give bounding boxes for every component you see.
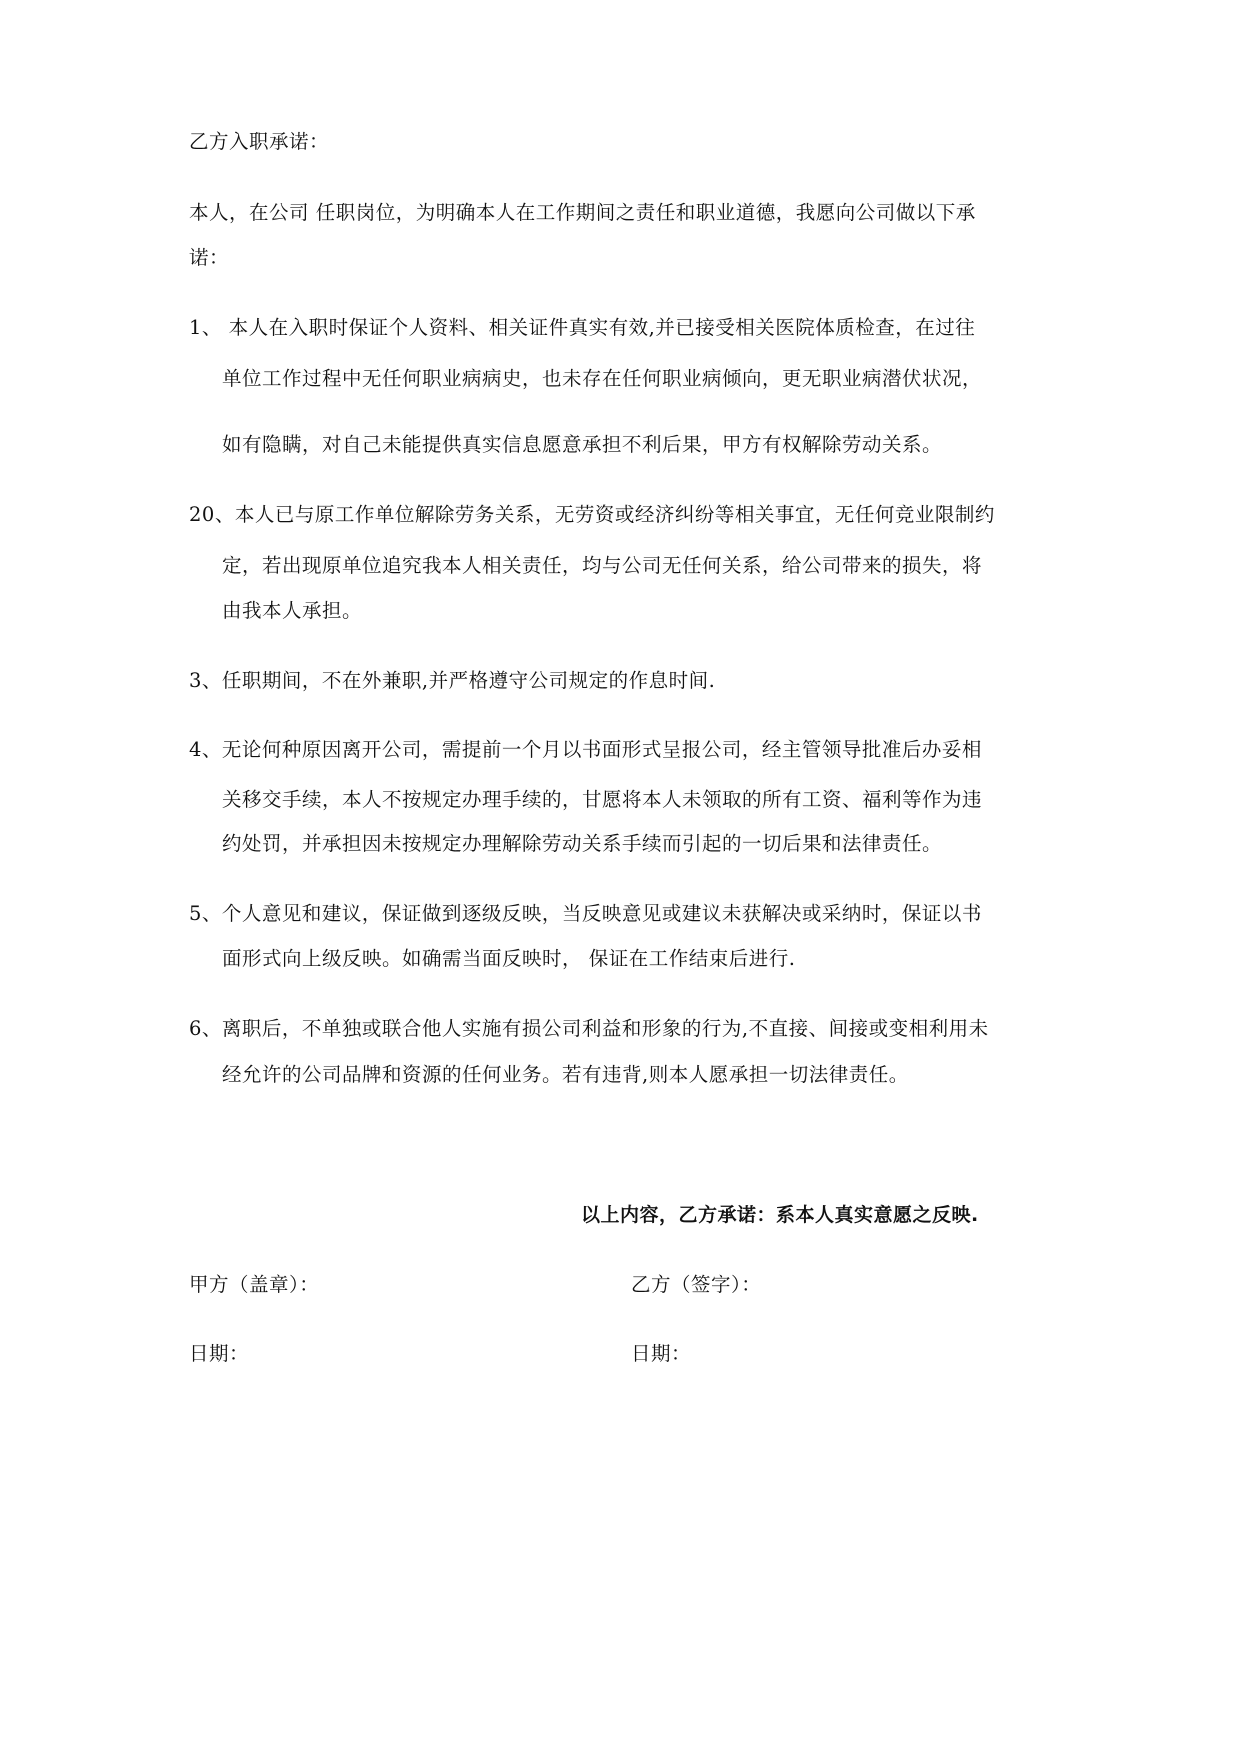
item-1-line-1: 1、 本人在入职时保证个人资料、相关证件真实有效,并已接受相关医院体质检查，在过往 bbox=[189, 316, 976, 339]
party-a-seal-label: 甲方（盖章）： bbox=[189, 1273, 320, 1296]
item-2-line-3: 由我本人承担。 bbox=[222, 599, 363, 622]
item-1-line-2: 单位工作过程中无任何职业病病史，也未存在任何职业病倾向，更无职业病潜伏状况， bbox=[222, 367, 983, 390]
party-a-date-label: 日期： bbox=[189, 1342, 250, 1365]
intro-line-1: 本人，在公司 任职岗位，为明确本人在工作期间之责任和职业道德，我愿向公司做以下承 bbox=[189, 201, 976, 224]
party-b-date-label: 日期： bbox=[631, 1342, 692, 1365]
intro-line-2: 诺： bbox=[189, 246, 230, 269]
item-2-line-2: 定，若出现原单位追究我本人相关责任，均与公司无任何关系，给公司带来的损失，将 bbox=[222, 554, 983, 577]
item-5-line-2: 面形式向上级反映。如确需当面反映时， 保证在工作结束后进行. bbox=[222, 947, 796, 970]
item-4-line-1: 4、无论何种原因离开公司，需提前一个月以书面形式呈报公司，经主管领导批准后办妥相 bbox=[189, 738, 982, 761]
item-3-line-1: 3、任职期间，不在外兼职,并严格遵守公司规定的作息时间. bbox=[189, 669, 716, 692]
declaration-text: 以上内容，乙方承诺：系本人真实意愿之反映. bbox=[581, 1204, 979, 1226]
document-heading: 乙方入职承诺： bbox=[189, 130, 330, 153]
party-b-sign-label: 乙方（签字）： bbox=[631, 1273, 762, 1296]
item-6-line-1: 6、离职后，不单独或联合他人实施有损公司利益和形象的行为,不直接、间接或变相利用未 bbox=[189, 1017, 989, 1040]
item-4-line-3: 约处罚，并承担因未按规定办理解除劳动关系手续而引起的一切后果和法律责任。 bbox=[222, 832, 943, 855]
item-6-line-2: 经允许的公司品牌和资源的任何业务。若有违背,则本人愿承担一切法律责任。 bbox=[222, 1063, 909, 1086]
item-5-line-1: 5、个人意见和建议，保证做到逐级反映，当反映意见或建议未获解决或采纳时，保证以书 bbox=[189, 902, 982, 925]
item-1-line-3: 如有隐瞒，对自己未能提供真实信息愿意承担不利后果，甲方有权解除劳动关系。 bbox=[222, 433, 943, 456]
item-4-line-2: 关移交手续，本人不按规定办理手续的，甘愿将本人未领取的所有工资、福利等作为违 bbox=[222, 788, 983, 811]
item-2-line-1: 20、本人已与原工作单位解除劳务关系，无劳资或经济纠纷等相关事宜，无任何竞业限制约 bbox=[189, 503, 995, 526]
